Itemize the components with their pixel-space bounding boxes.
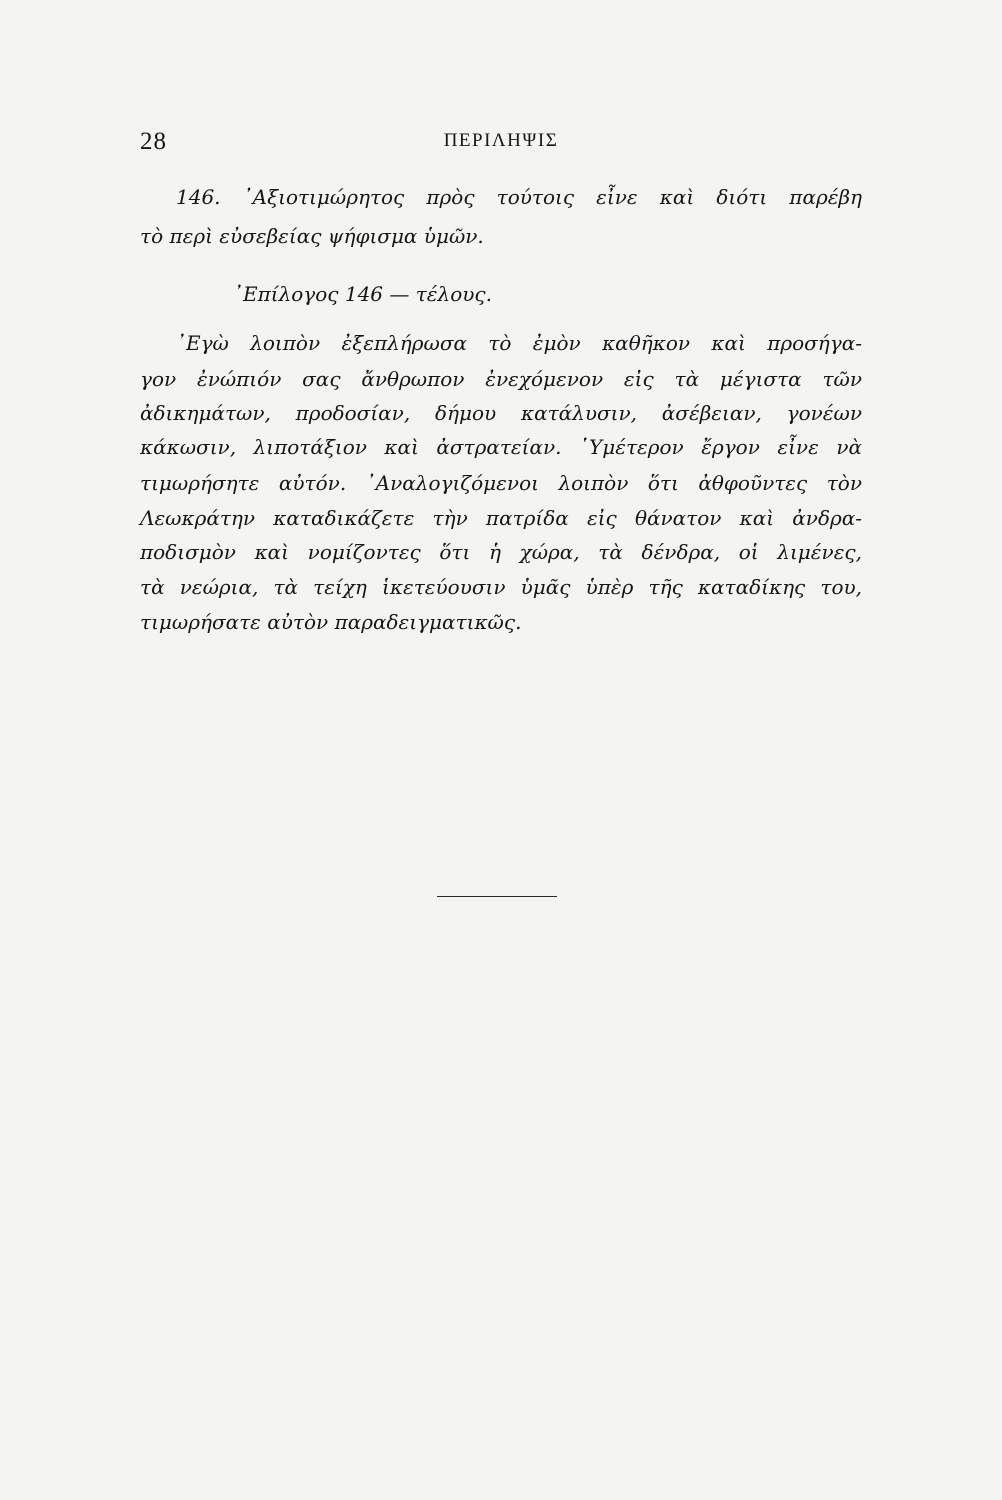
epilogue-line-8: τὰ νεώρια, τὰ τείχη ἱκετεύουσιν ὑμᾶς ὑπὲρ τῆς καταδίκης του, — [140, 575, 862, 599]
epilogue-line-1: ᾿Εγὼ λοιπὸν ἐξεπλήρωσα τὸ ἐμὸν καθῆκον καὶ προσήγα- — [176, 331, 862, 355]
epilogue-line-3: ἀδικημάτων, προδοσίαν, δήμου κατάλυσιν, ἀσέβειαν, γονέων — [140, 401, 862, 425]
epilogue-line-7: ποδισμὸν καὶ νομίζοντες ὅτι ἡ χώρα, τὰ δένδρα, οἱ λιμένες, — [140, 540, 862, 564]
epilogue-line-9: τιμωρήσατε αὐτὸν παραδειγματικῶς. — [140, 610, 522, 634]
epilogue-line-2: γον ἐνώπιόν σας ἄνθρωπον ἐνεχόμενον εἰς τὰ μέγιστα τῶν — [140, 367, 862, 391]
epilogue-line-6: Λεωκράτην καταδικάζετε τὴν πατρίδα εἰς θάνατον καὶ ἀνδρα- — [140, 506, 862, 530]
section-146-line-2: τὸ περὶ εὐσεβείας ψήφισμα ὑμῶν. — [140, 224, 484, 248]
page-number: 28 — [140, 128, 167, 155]
epilogue-line-4: κάκωσιν, λιποτάξιον καὶ ἀστρατείαν. ῾Υμέτερον ἔργον εἶνε νὰ — [140, 435, 862, 459]
end-rule — [437, 896, 557, 897]
epilogue-heading: ᾿Επίλογος 146 — τέλους. — [233, 282, 492, 306]
running-title: ΠΕΡΙΛΗΨΙΣ — [443, 130, 559, 151]
section-146-line-1: 146. ᾿Αξιοτιμώρητος πρὸς τούτοις εἶνε καὶ διότι παρέβη — [176, 185, 862, 209]
epilogue-line-5: τιμωρήσητε αὐτόν. ᾿Αναλογιζόμενοι λοιπὸν ὅτι ἀθφοῦντες τὸν — [140, 471, 862, 495]
